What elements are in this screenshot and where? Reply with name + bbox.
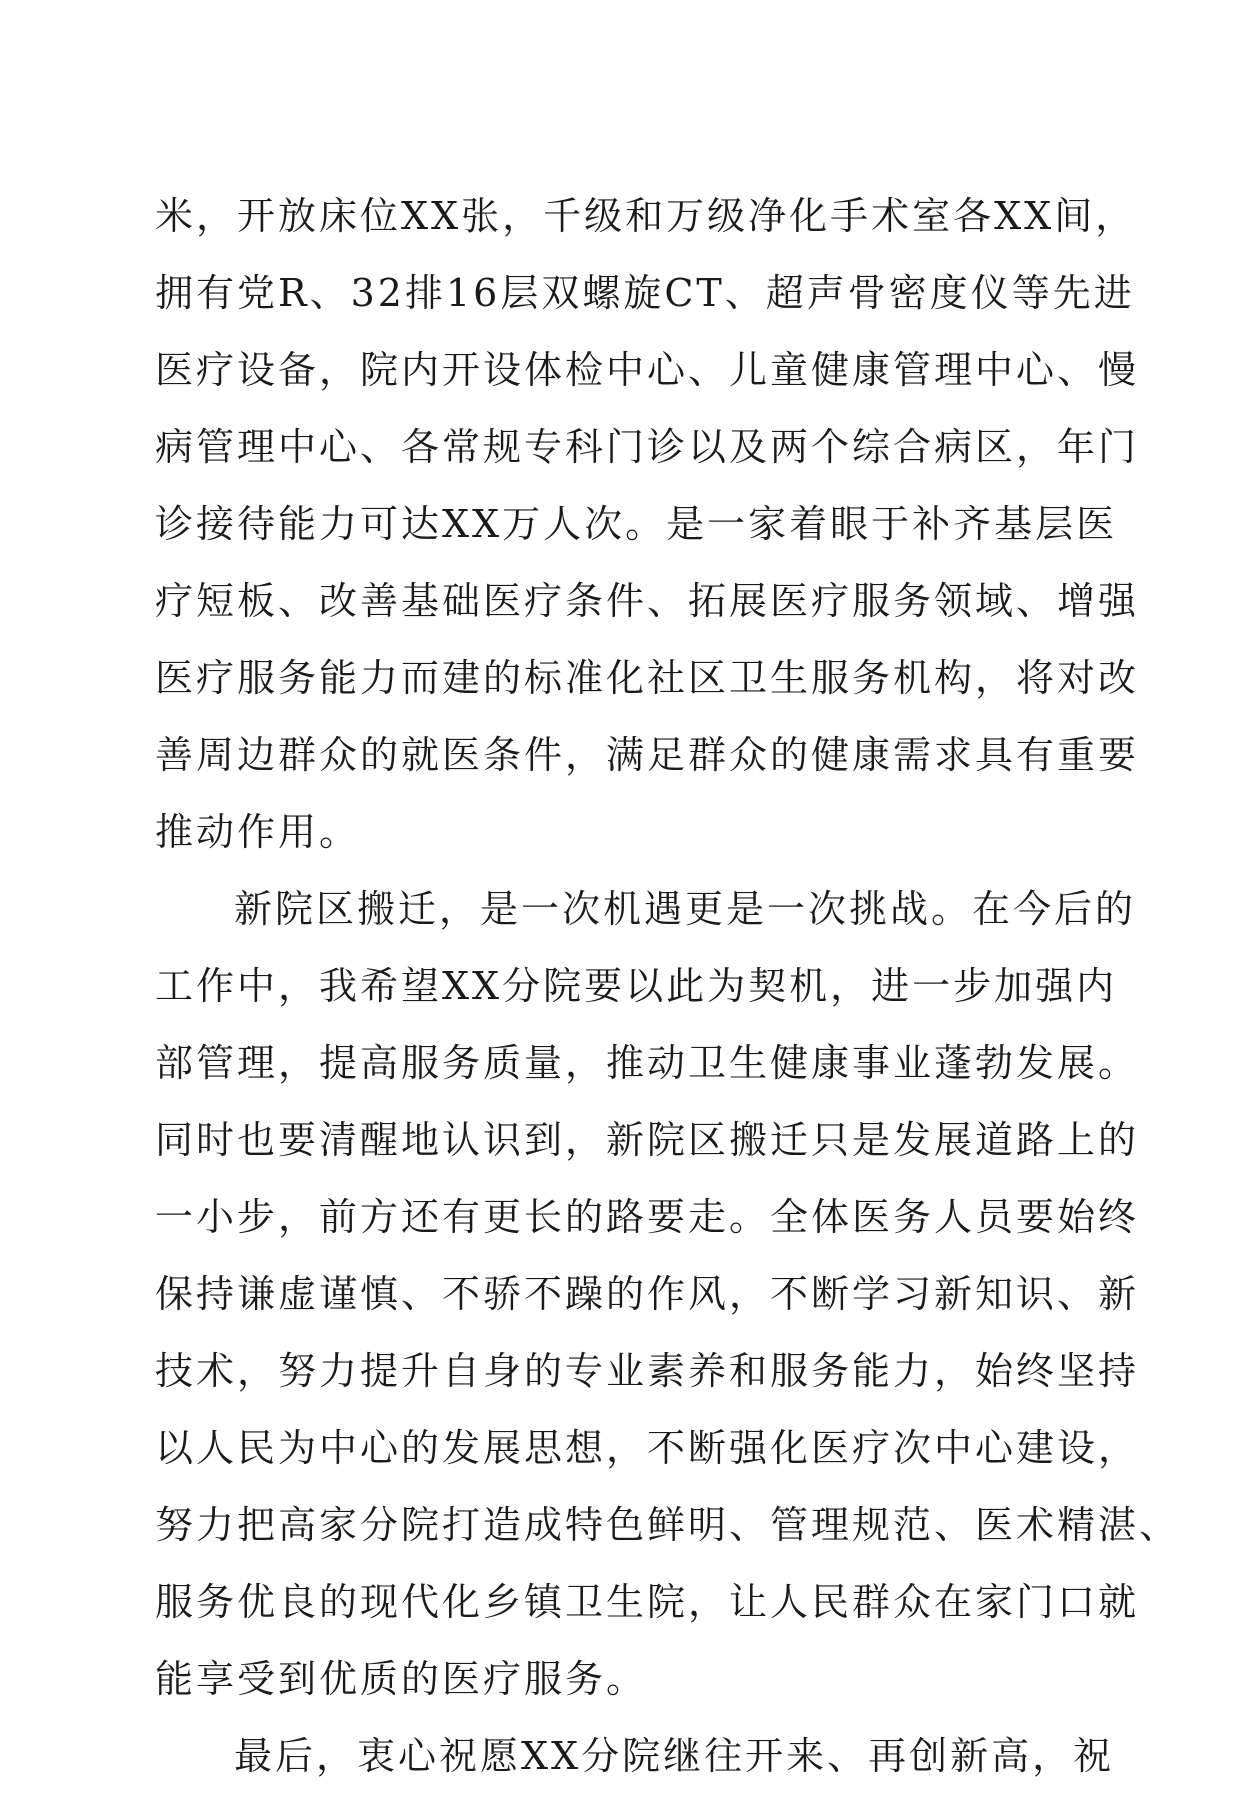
paragraph-2-line-8: 以人民为中心的发展思想，不断强化医疗次中心建设， [155, 1426, 1140, 1470]
paragraph-1-line-2: 拥有党R、32排16层双螺旋CT、超声骨密度仪等先进 [155, 271, 1135, 315]
paragraph-2-line-5: 一小步，前方还有更长的路要走。全体医务人员要始终 [155, 1195, 1140, 1239]
paragraph-1-line-3: 医疗设备，院内开设体检中心、儿童健康管理中心、慢 [155, 348, 1140, 392]
paragraph-2-line-10: 服务优良的现代化乡镇卫生院，让人民群众在家门口就 [155, 1580, 1140, 1624]
document-body [155, 178, 1181, 1795]
paragraph-1-line-7: 医疗服务能力而建的标准化社区卫生服务机构，将对改 [155, 656, 1140, 700]
paragraph-2-line-9: 努力把高家分院打造成特色鲜明、管理规范、医术精湛、 [155, 1503, 1181, 1547]
paragraph-1-line-1: 米，开放床位XX张，千级和万级净化手术室各XX间， [155, 194, 1137, 238]
paragraph-2-line-4: 同时也要清醒地认识到，新院区搬迁只是发展道路上的 [155, 1118, 1140, 1162]
paragraph-1-line-5: 诊接待能力可达XX万人次。是一家着眼于补齐基层医 [155, 502, 1118, 546]
paragraph-3-line-1: 最后，衷心祝愿XX分院继往开来、再创新高，祝 [234, 1734, 1115, 1778]
paragraph-2-line-3: 部管理，提高服务质量，推动卫生健康事业蓬勃发展。 [155, 1041, 1140, 1085]
paragraph-2-line-11: 能享受到优质的医疗服务。 [155, 1657, 648, 1701]
paragraph-1-line-4: 病管理中心、各常规专科门诊以及两个综合病区，年门 [155, 425, 1140, 469]
paragraph-2-line-1: 新院区搬迁，是一次机遇更是一次挑战。在今后的 [234, 887, 1137, 931]
paragraph-2-line-6: 保持谦虚谨慎、不骄不躁的作风，不断学习新知识、新 [155, 1272, 1140, 1316]
paragraph-1-line-8: 善周边群众的就医条件，满足群众的健康需求具有重要 [155, 733, 1140, 777]
paragraph-2-line-2: 工作中，我希望XX分院要以此为契机，进一步加强内 [155, 964, 1118, 1008]
paragraph-1-line-6: 疗短板、改善基础医疗条件、拓展医疗服务领域、增强 [155, 579, 1140, 623]
paragraph-2-line-7: 技术，努力提升自身的专业素养和服务能力，始终坚持 [155, 1349, 1140, 1393]
paragraph-1-line-9: 推动作用。 [155, 810, 361, 854]
